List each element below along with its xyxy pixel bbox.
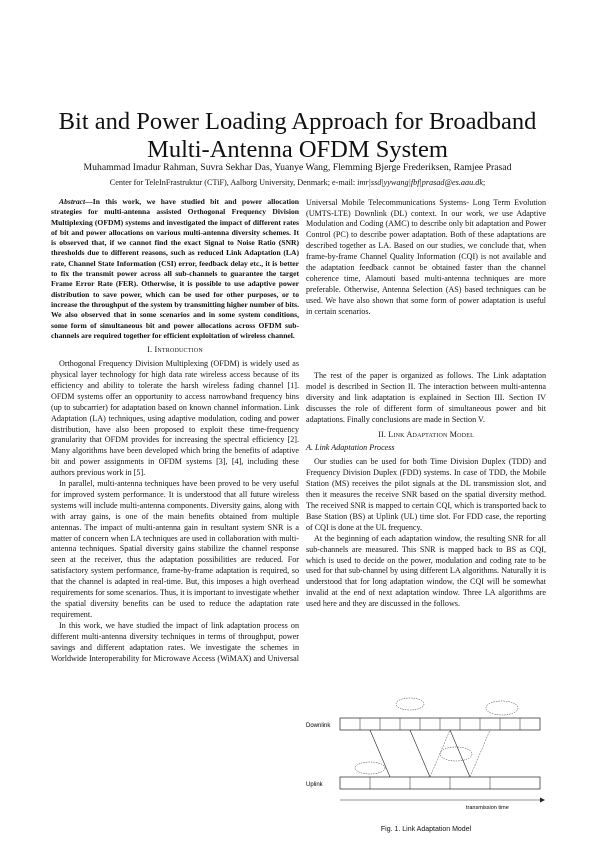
callout-bubble-3 <box>355 762 385 774</box>
intro-paragraph-3-shifted: Universal Mobile Telecommunications Systems- Long Term Evolution (UMTS-LTE) Downlink (DL) context. In our work, we use Adaptive Modulation and Coding (AMC) to describe only bit adaptation and Power Control (PC) to describe power adaptation. Both of these adaptations are described together as LA. Based on our studies, we conclude that, when frame-by-frame Channel Quality Information (CQI) is not available and the adaptation feedback cannot be obtained faster than the channel coherence time, Alamouti based multi-antenna techniques are more preferable. Otherwise, Antenna Selection (AS) based techniques can be used. We have also shown that some form of power adaptation is useful in certain scenarios. <box>306 197 546 316</box>
left-column <box>51 197 299 664</box>
time-axis-arrowhead <box>540 798 545 803</box>
figure-caption: Fig. 1. Link Adaptation Model <box>380 826 472 833</box>
intro-paragraph-1: Orthogonal Frequency Division Multiplexing (OFDM) is widely used as physical layer technology for high data rate wireless access because of its efficiency and ability to tolerate the harsh wireless fading channel [1]. OFDM systems offer an opportunity to access narrowband frequency bins (up to subcarrier) for adaptation based on known channel information. Link Adaptation (LA) techniques, using adaptive modulation, coding and power distribution, have also been proposed to exploit these time-frequency granularity that OFDM provides for increasing the spectral efficiency [2]. Many algorithms have been developed which bring the benefits of adaptive bit and power assignments in OFDM systems [3], [4], including these authors previous work in [5]. <box>51 359 299 478</box>
intro-paragraph-2: In parallel, multi-antenna techniques have been proved to be very useful for improved system performance. It is understood that all future wireless systems will include multi-antenna components. Diversity gains, along with with array gains, is one of the main benefits obtained from multiple antennas. The impact of multi-antenna gain in resultant system SNR is a matter of concern when LA techniques are used in collaboration with multi-antenna techniques. Spatial diversity gains stabilize the channel response seen at the receiver, thus the adaptation possibilities are reduced. For satisfactory system performance, frame-by-frame adaptation is required, so that the channel is adapted in real-time. But, this imposes a high overhead requirements for some scenarios. Thus, it is important to investigate whether the spatial diversity benefits can be used to reduce the adaptation rate requirement. <box>51 479 300 619</box>
downlink-label: Downlink <box>306 723 331 729</box>
abstract-text: —In this work, we have studied bit and power allocation strategies for multi-antenna assisted Orthogonal Frequency Division Multiplexing (OFDM) systems and investigated the impact of different rates of bit and power allocations on various multi-antenna diversity schemes. It is observed that, if we cannot find the exact Signal to Noise Ratio (SNR) thresholds due to different reasons, such as reduced Link Adaptation (LA) rate, Channel State Information (CSI) error, feedback delay etc., it is better to fix the transmit power across all sub-channels to guarantee the target Frame Error Rate (FER). Otherwise, it is possible to use adaptive power distribution to save power, which can be used for other purposes, or to increase the throughput of the system by transmitting higher number of bits. We also observed that in some scenarios and in some system conditions, some form of simultaneous bit and power allocations across OFDM sub-channels are required together for efficient exploitation of wireless channel. <box>51 197 299 340</box>
intro-heading: I. Introduction <box>147 345 203 355</box>
time-axis-label: transmission time <box>466 805 509 811</box>
link-adaptation-figure <box>306 696 546 822</box>
la-heading: II. Link Adaptation Model <box>378 429 474 439</box>
callout-bubble-1 <box>396 698 424 710</box>
intro-paragraph-3-continued <box>306 197 546 371</box>
affiliation <box>0 177 595 188</box>
feedback-arrow-1 <box>370 730 390 777</box>
title-line-1: Bit and Power Loading Approach for Broadband <box>58 108 537 135</box>
right-column <box>306 197 546 610</box>
affiliation-end: ; <box>482 178 486 187</box>
author-list: Muhammad Imadur Rahman, Suvra Sekhar Das, Yuanye Wang, Flemming Bjerge Frederiksen, Ramjee Prasad <box>83 162 512 173</box>
paper-title <box>0 108 595 164</box>
title-line-2: Multi-Antenna OFDM System <box>147 136 448 163</box>
abstract-label: Abstract <box>59 197 86 206</box>
la-subheading: A. Link Adaptation Process <box>306 443 395 453</box>
abstract <box>51 197 299 341</box>
affiliation-text: Center for TeleInFrastruktur (CTiF), Aalborg University, Denmark; e-mail: <box>109 178 356 187</box>
feedback-arrow-3 <box>450 730 470 777</box>
intro-paragraph-3: In this work, we have studied the impact of link adaptation process on different multi-antenna diversity techniques in terms of throughput, power savings and different adaptation rates. We investigate the schemes in Worldwide Interoperability for Microwave Access (WiMAX) and Universal <box>51 620 299 663</box>
la-paragraph-2: At the beginning of each adaptation window, the resulting SNR for all sub-channels are measured. This SNR is mapped back to BS as CQI, which is used to decide on the power, modulation and coding rate to be used for that sub-channel by using different LA algorithms. Naturally it is understood that for long adaptation window, the CQI will be somewhat invalid at the end of next adaptation window. Three LA algorithms are used here and they are discussed in the follows. <box>306 533 546 609</box>
callout-bubble-2 <box>486 701 518 715</box>
intro-paragraph-4: The rest of the paper is organized as follows. The Link adaptation model is described in Section II. The interaction between multi-antenna diversity and link adaptation is explained in Section III. Section IV discusses the role of different form of simultaneous power and bit adaptations. Finally conclusions are made in Section V. <box>306 371 546 424</box>
feedback-arrow-4 <box>430 730 450 777</box>
uplink-label: Uplink <box>306 782 323 788</box>
feedback-arrow-5 <box>470 730 490 777</box>
email-address: imr|ssd|yywang|fbf|prasad@es.aau.dk <box>357 178 483 187</box>
la-paragraph-1: Our studies can be used for both Time Division Duplex (TDD) and Frequency Division Duplex (FDD) systems. In case of TDD, the Mobile Station (MS) receives the pilot signals at the DL transmission slot, and then it measures the receive SNR based on the spatial diversity method. The received SNR is mapped to certain CQI, which is transported back to Base Station (BS) at Uplink (UL) time slot. For FDD case, the reporting of CQI is done at the UL frequency. <box>306 457 546 532</box>
feedback-arrow-2 <box>410 730 430 777</box>
callout-bubble-4 <box>440 747 472 761</box>
